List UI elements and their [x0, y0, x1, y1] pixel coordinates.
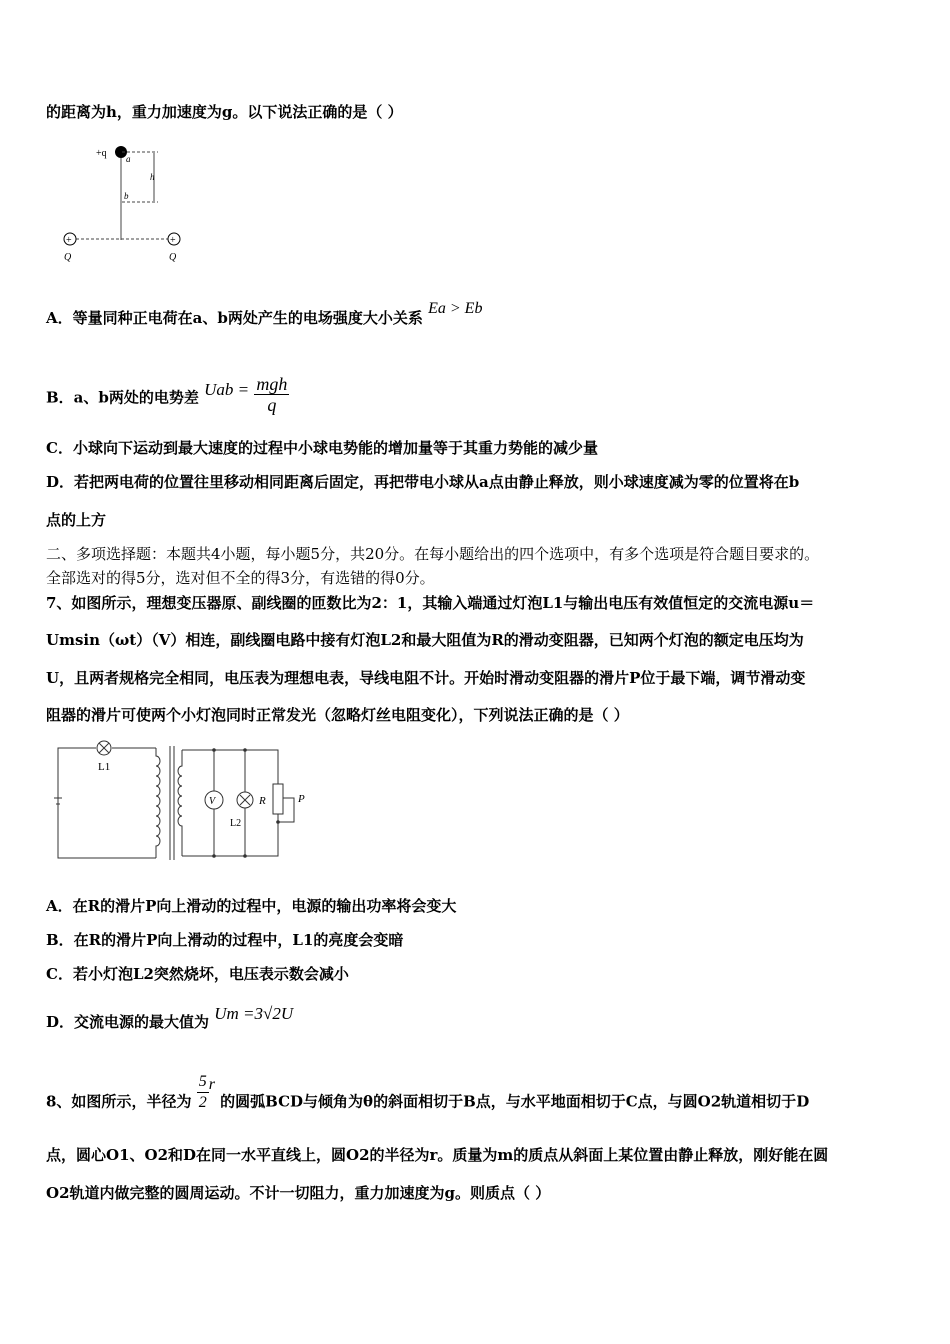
q7-option-c: C．若小灯泡L2突然烧坏，电压表示数会减小: [46, 965, 349, 983]
q6-charge-figure: [40, 138, 200, 266]
q6-option-a-math: Ea > Eb: [428, 300, 483, 317]
q7-transformer-circuit: [52, 738, 322, 866]
q8-line1: 8、如图所示，半径为 $\frac{5}{2}$ r 的圆弧BCD与倾角为θ的斜面相切于B点，与水平地面相切于C点，与圆O2轨道相切于D: [46, 1073, 810, 1111]
q7-option-d: D．交流电源的最大值为 Um =3√2U: [46, 1004, 294, 1031]
section2-line1: 二、多项选择题：本题共4小题，每小题5分，共20分。在每小题给出的四个选项中，有多个选项是符合题目要求的。: [46, 545, 820, 563]
q7-line2: Umsin（ωt）（V）相连，副线圈电路中接有灯泡L2和最大阻值为R的滑动变阻器，已知两个灯泡的额定电压均为: [46, 631, 804, 649]
q7-option-a: A．在R的滑片P向上滑动的过程中，电源的输出功率将会变大: [46, 897, 457, 915]
q6-option-b: B．a、b两处的电势差 Uab = $\frac{\text{mgh}}{q}$: [46, 374, 288, 415]
q7-line1: 7、如图所示，理想变压器原、副线圈的匝数比为2：1，其输入端通过灯泡L1与输出电压有效值恒定的交流电源u＝: [46, 594, 815, 612]
q7-fig-lamp1-label: L1: [98, 761, 111, 773]
svg-text:b: b: [124, 191, 129, 201]
svg-text:V: V: [209, 796, 216, 807]
svg-text:h: h: [150, 172, 155, 182]
q7-option-b: B．在R的滑片P向上滑动的过程中，L1的亮度会变暗: [46, 931, 404, 949]
section2-line2: 全部选对的得5分，选对但不全的得3分，有选错的得0分。: [46, 569, 435, 587]
q6-option-d-line1: D．若把两电荷的位置往里移动相同距离后固定，再把带电小球从a点由静止释放，则小球速度减为零的位置将在b: [46, 473, 800, 491]
q6-option-a: A．等量同种正电荷在a、b两处产生的电场强度大小关系 Ea > Eb: [46, 300, 483, 327]
svg-text:R: R: [259, 795, 266, 807]
svg-text:Q: Q: [169, 252, 177, 263]
q6-option-c: C．小球向下运动到最大速度的过程中小球电势能的增加量等于其重力势能的减少量: [46, 439, 598, 457]
q8-line2: 点，圆心O1、O2和D在同一水平直线上，圆O2的半径为r。质量为m的质点从斜面上某位置由静止释放，刚好能在圆: [46, 1146, 829, 1164]
q6-stem: 的距离为h，重力加速度为g。以下说法正确的是（ ）: [46, 103, 403, 121]
q6-option-d-line2: 点的上方: [46, 511, 107, 529]
q7-line4: 阻器的滑片可使两个小灯泡同时正常发光（忽略灯丝电阻变化），下列说法正确的是（ ）: [46, 706, 629, 724]
q6-option-b-fraction: $\frac{\text{mgh}}{q}$: [256, 374, 288, 415]
q6-fig-charge-label: +q: [96, 148, 107, 159]
svg-text:+: +: [66, 235, 72, 246]
q8-line3: O2轨道内做完整的圆周运动。不计一切阻力，重力加速度为g。则质点（ ）: [46, 1184, 551, 1202]
q7-line3: U，且两者规格完全相同，电压表为理想电表，导线电阻不计。开始时滑动变阻器的滑片P位于最下端，调节滑动变: [46, 669, 806, 687]
q8-radius-fraction: $\frac{5}{2}$: [198, 1073, 207, 1111]
svg-text:+: +: [170, 235, 176, 246]
q7-option-d-math: Um =3√2U: [214, 1004, 294, 1023]
svg-text:a: a: [126, 154, 131, 164]
svg-text:Q: Q: [64, 252, 72, 263]
svg-text:P: P: [298, 793, 305, 805]
svg-text:L2: L2: [230, 818, 242, 829]
